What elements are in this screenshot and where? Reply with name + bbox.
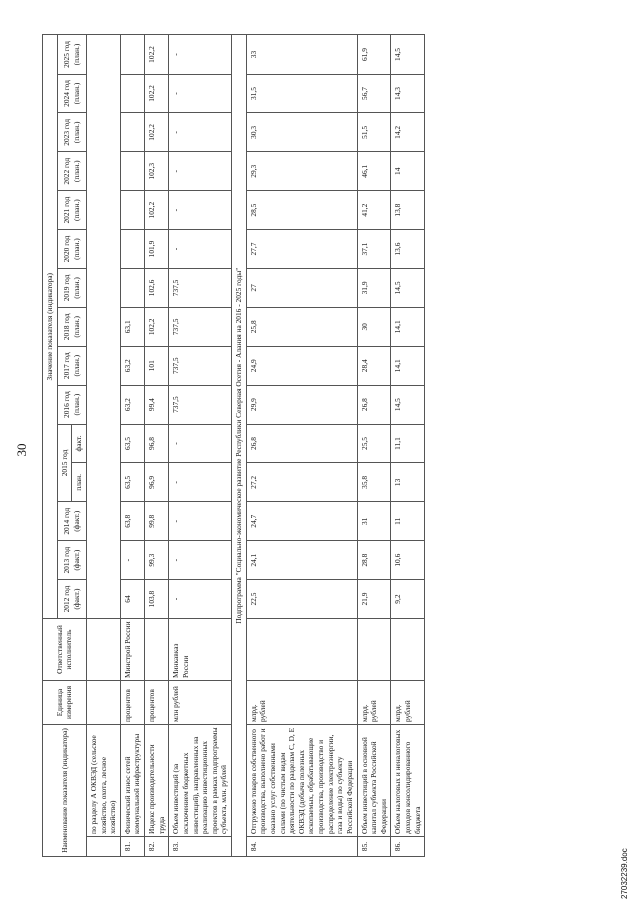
unit-cell: млрд. рублей <box>357 681 391 725</box>
empty-cell <box>86 681 120 725</box>
value-cell: - <box>169 502 232 541</box>
header-year-2020: 2020 год (план.) <box>57 230 86 269</box>
header-year-2015: 2015 год <box>57 424 72 502</box>
table-row <box>169 35 232 857</box>
value-cell: 102,2 <box>145 35 169 74</box>
value-cell: 102,2 <box>145 74 169 113</box>
indicator-name: Физический износ сетей коммунальной инфраструктуры <box>120 725 144 837</box>
value-cell: - <box>169 463 232 502</box>
header-name: Наименование показателя (индикатора) <box>43 725 87 857</box>
value-cell: 96,9 <box>145 463 169 502</box>
value-cell: 28,8 <box>357 541 391 580</box>
value-cell: 27,7 <box>246 230 357 269</box>
value-cell: - <box>169 74 232 113</box>
value-cell: 22,5 <box>246 580 357 619</box>
value-cell: 9,2 <box>391 580 425 619</box>
header-year-2022: 2022 год (план.) <box>57 152 86 191</box>
row-number: 83. <box>169 837 232 857</box>
subprogram-row <box>232 35 247 857</box>
value-cell: 737,5 <box>169 346 232 385</box>
value-cell: 102,2 <box>145 191 169 230</box>
header-year-2017: 2017 год (план.) <box>57 346 86 385</box>
value-cell: - <box>169 424 232 463</box>
indicator-name: Индекс производительности труда <box>145 725 169 837</box>
row-number: 82. <box>145 837 169 857</box>
value-cell: 24,1 <box>246 541 357 580</box>
value-cell <box>120 191 144 230</box>
value-cell: 14,2 <box>391 113 425 152</box>
value-cell: 29,9 <box>246 385 357 424</box>
table-row <box>120 35 144 857</box>
value-cell: 33 <box>246 35 357 74</box>
subprogram-title: Подпрограмма "Социально-экономическое развитие Республики Северная Осетия - Алания на 2016 - 2025 годы" <box>232 35 247 857</box>
header-year-2018: 2018 год (план.) <box>57 307 86 346</box>
value-cell: 56,7 <box>357 74 391 113</box>
footer-doc-code: 27032239.doc <box>620 848 629 899</box>
value-cell: 63,8 <box>120 502 144 541</box>
value-cell: 737,5 <box>169 268 232 307</box>
value-cell: 27,2 <box>246 463 357 502</box>
value-cell: - <box>169 113 232 152</box>
value-cell: 25,5 <box>357 424 391 463</box>
value-cell: 63,5 <box>120 424 144 463</box>
value-cell: 737,5 <box>169 307 232 346</box>
value-cell: 14 <box>391 152 425 191</box>
value-cell: 41,2 <box>357 191 391 230</box>
value-cell: - <box>120 541 144 580</box>
value-cell: 28,4 <box>357 346 391 385</box>
value-cell: 11 <box>391 502 425 541</box>
value-cell: 63,5 <box>120 463 144 502</box>
value-cell: 14,5 <box>391 268 425 307</box>
value-cell: 101,9 <box>145 230 169 269</box>
value-cell: 99,3 <box>145 541 169 580</box>
value-cell: 13 <box>391 463 425 502</box>
value-cell: - <box>169 191 232 230</box>
value-cell: 24,9 <box>246 346 357 385</box>
header-row-group <box>43 35 58 857</box>
value-cell: 35,8 <box>357 463 391 502</box>
value-cell: 102,2 <box>145 113 169 152</box>
table-body-a <box>86 35 231 857</box>
indicator-name: Объем инвестиций (за исключением бюджетных инвестиций), направленных на реализацию инвестиционных проектов в рамках подпрограммы субъекта, млн. рублей <box>169 725 232 837</box>
header-year-2021: 2021 год (план.) <box>57 191 86 230</box>
value-cell: 25,8 <box>246 307 357 346</box>
executor-cell <box>391 619 425 681</box>
indicator-name: Объем налоговых и неналоговых доходов консолидированного бюджета <box>391 725 425 837</box>
value-cell: 37,1 <box>357 230 391 269</box>
row-number: 86. <box>391 837 425 857</box>
value-cell: 51,5 <box>357 113 391 152</box>
indicator-name: Отгружено товаров собственного производства, выполнено работ и оказано услуг собственными силами (по чистым видам деятельности по разделам C, D, E ОКВЭД (добыча полезных ископаемых, обрабатывающие производства, производство и распределение электроэнергии, газа и воды) по субъекту Российской Федерации <box>246 725 357 837</box>
value-cell <box>120 230 144 269</box>
value-cell: 99,4 <box>145 385 169 424</box>
value-cell: 30 <box>357 307 391 346</box>
value-cell <box>120 74 144 113</box>
executor-cell <box>357 619 391 681</box>
header-year-2013: 2013 год (факт.) <box>57 541 86 580</box>
executor-cell: Минкавказ России <box>169 619 232 681</box>
empty-cell <box>86 35 120 619</box>
executor-cell: Минстрой России <box>120 619 144 681</box>
indicator-name: Объем инвестиций в основной капитал субъекта Российской Федерации <box>357 725 391 837</box>
row-number: 84. <box>246 837 357 857</box>
executor-cell <box>145 619 169 681</box>
row-number: 81. <box>120 837 144 857</box>
empty-cell <box>86 619 120 681</box>
executor-cell <box>246 619 357 681</box>
header-year-2012: 2012 год (факт.) <box>57 580 86 619</box>
value-cell: - <box>169 230 232 269</box>
table-body-subprogram <box>232 35 247 857</box>
value-cell: 26,8 <box>357 385 391 424</box>
value-cell: 11,1 <box>391 424 425 463</box>
value-cell <box>120 113 144 152</box>
value-cell: 30,3 <box>246 113 357 152</box>
value-cell <box>120 268 144 307</box>
value-cell: 10,6 <box>391 541 425 580</box>
continuation-num-cell <box>86 837 120 857</box>
page-number: 30 <box>14 443 29 457</box>
unit-cell: млн рублей <box>169 681 232 725</box>
value-cell: 737,5 <box>169 385 232 424</box>
value-cell: 63,2 <box>120 385 144 424</box>
value-cell: 14,1 <box>391 346 425 385</box>
indicators-table <box>42 34 425 857</box>
header-year-2014: 2014 год (факт.) <box>57 502 86 541</box>
value-cell: 103,8 <box>145 580 169 619</box>
value-cell: 31 <box>357 502 391 541</box>
header-executor: Ответственный исполнитель <box>43 619 87 681</box>
value-cell: 29,3 <box>246 152 357 191</box>
value-cell: 96,8 <box>145 424 169 463</box>
unit-cell: млрд. рублей <box>391 681 425 725</box>
table-row <box>145 35 169 857</box>
table-row <box>391 35 425 857</box>
value-cell: 14,5 <box>391 35 425 74</box>
value-cell: 61,9 <box>357 35 391 74</box>
value-cell: 26,8 <box>246 424 357 463</box>
value-cell: - <box>169 35 232 74</box>
value-cell: 14,3 <box>391 74 425 113</box>
value-cell: 101 <box>145 346 169 385</box>
value-cell: 14,1 <box>391 307 425 346</box>
value-cell: 31,9 <box>357 268 391 307</box>
value-cell: 27 <box>246 268 357 307</box>
continuation-text: по разделу А ОКВЭД (сельское хозяйство, охота, лесное хозяйство) <box>86 725 120 837</box>
value-cell: - <box>169 541 232 580</box>
value-cell: 102,6 <box>145 268 169 307</box>
header-unit: Единица измерения <box>43 681 87 725</box>
row-number: 85. <box>357 837 391 857</box>
header-year-2025: 2025 год (план.) <box>57 35 86 74</box>
value-cell: 63,1 <box>120 307 144 346</box>
value-cell <box>120 152 144 191</box>
value-cell: 102,2 <box>145 307 169 346</box>
value-cell: 28,5 <box>246 191 357 230</box>
table-row <box>357 35 391 857</box>
value-cell: 13,6 <box>391 230 425 269</box>
value-cell: 63,2 <box>120 346 144 385</box>
value-cell: 46,1 <box>357 152 391 191</box>
unit-cell: процентов <box>145 681 169 725</box>
header-year-2016: 2016 год (план.) <box>57 385 86 424</box>
table-body-b <box>246 35 425 857</box>
value-cell: 21,9 <box>357 580 391 619</box>
header-2015-fact: факт. <box>72 424 87 463</box>
value-cell: 24,7 <box>246 502 357 541</box>
value-cell: 13,8 <box>391 191 425 230</box>
value-cell: - <box>169 152 232 191</box>
continuation-row <box>86 35 120 857</box>
value-cell: 99,8 <box>145 502 169 541</box>
header-values-group: Значение показателя (индикатора) <box>43 35 58 619</box>
value-cell: 31,5 <box>246 74 357 113</box>
value-cell: 64 <box>120 580 144 619</box>
value-cell: - <box>169 580 232 619</box>
unit-cell: процентов <box>120 681 144 725</box>
value-cell <box>120 35 144 74</box>
unit-cell: млрд. рублей <box>246 681 357 725</box>
header-year-2024: 2024 год (план.) <box>57 74 86 113</box>
table-row <box>246 35 357 857</box>
header-year-2019: 2019 год (план.) <box>57 268 86 307</box>
value-cell: 102,3 <box>145 152 169 191</box>
header-year-2023: 2023 год (план.) <box>57 113 86 152</box>
header-2015-plan: план. <box>72 463 87 502</box>
value-cell: 14,5 <box>391 385 425 424</box>
